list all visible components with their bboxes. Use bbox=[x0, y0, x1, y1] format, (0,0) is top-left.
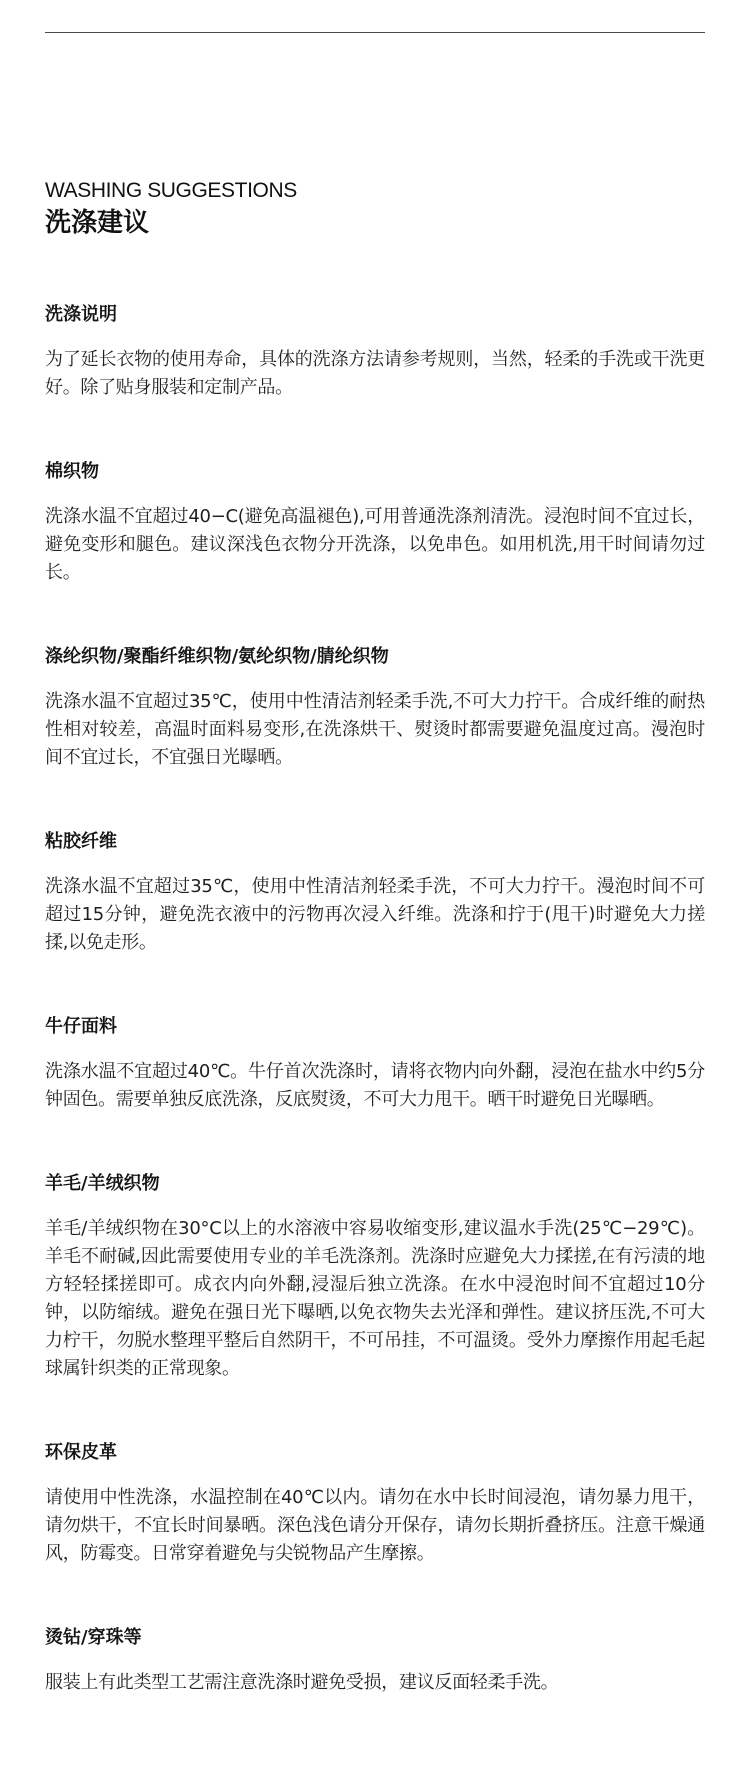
section-body: 洗涤水温不宜超过40℃。牛仔首次洗涤时，请将衣物内向外翻，浸泡在盐水中约5分钟固色。需要单独反底洗涤，反底熨烫，不可大力甩干。晒干时避免日光曝晒。 bbox=[45, 1061, 705, 1110]
section-denim bbox=[45, 1012, 705, 1114]
section-viscose bbox=[45, 827, 705, 957]
section-title: 粘胶纤维 bbox=[45, 831, 117, 852]
section-title: 环保皮革 bbox=[45, 1442, 117, 1463]
section-body: 请使用中性洗涤，水温控制在40℃以内。请勿在水中长时间浸泡，请勿暴力甩干，请勿烘干，不宜长时间暴晒。深色浅色请分开保存，请勿长期折叠挤压。注意干燥通风，防霉变。日常穿着避免与尖锐物品产生摩擦。 bbox=[45, 1487, 705, 1564]
section-title: 牛仔面料 bbox=[45, 1016, 117, 1037]
section-body: 洗涤水温不宜超过40−C(避免高温褪色),可用普通洗涤剂清洗。浸泡时间不宜过长，避免变形和腿色。建议深浅色衣物分开洗涤，以免串色。如用机洗,用干时间请勿过长。 bbox=[45, 506, 705, 583]
section-body: 羊毛/羊绒织物在30°C以上的水溶液中容易收缩变形,建议温水手洗(25℃−29℃)。羊毛不耐碱,因此需要使用专业的羊毛洗涤剂。洗涤时应避免大力揉搓,在有污渍的地方轻轻揉搓即可。成衣内向外翻,浸湿后独立洗涤。在水中浸泡时间不宜超过10分钟，以防缩绒。避免在强日光下曝晒,以免衣物失去光泽和弹性。建议挤压洗,不可大力柠干，勿脱水整理平整后自然阴干，不可吊挂，不可温烫。受外力摩擦作用起毛起球属针织类的正常现象。 bbox=[45, 1218, 705, 1379]
page-title-cn: 洗涤建议 bbox=[45, 208, 150, 238]
section-synthetic bbox=[45, 642, 705, 772]
care-sections bbox=[45, 300, 705, 1752]
section-eco-leather bbox=[45, 1438, 705, 1568]
section-wash-instructions bbox=[45, 300, 705, 402]
section-title: 洗涤说明 bbox=[45, 304, 117, 325]
section-title: 棉织物 bbox=[45, 461, 99, 482]
top-divider bbox=[45, 32, 705, 33]
section-body: 为了延长衣物的使用寿命，具体的洗涤方法请参考规则，当然，轻柔的手洗或干洗更好。除了贴身服装和定制产品。 bbox=[45, 349, 705, 398]
section-wool-cashmere bbox=[45, 1169, 705, 1383]
section-body: 洗涤水温不宜超过35℃，使用中性清洁剂轻柔手洗,不可大力拧干。合成纤维的耐热性相对较差，高温时面料易变形,在洗涤烘干、熨烫时都需要避免温度过高。漫泡时间不宜过长，不宜强日光曝晒。 bbox=[45, 691, 705, 768]
section-body: 洗涤水温不宜超过35℃，使用中性清洁剂轻柔手洗，不可大力拧干。漫泡时间不可超过15分钟，避免洗衣液中的污物再次浸入纤维。洗涤和拧于(甩干)时避免大力搓揉,以免走形。 bbox=[45, 876, 705, 953]
section-title: 涤纶织物/聚酯纤维织物/氨纶织物/腈纶织物 bbox=[45, 646, 389, 667]
page-header bbox=[45, 178, 705, 240]
section-rhinestone-beads bbox=[45, 1623, 705, 1697]
section-title: 羊毛/羊绒织物 bbox=[45, 1173, 160, 1194]
page-title-en: WASHING SUGGESTIONS bbox=[45, 179, 297, 202]
section-cotton bbox=[45, 457, 705, 587]
section-title: 烫钻/穿珠等 bbox=[45, 1627, 142, 1648]
section-body: 服装上有此类型工艺需注意洗涤时避免受损，建议反面轻柔手洗。 bbox=[45, 1672, 559, 1693]
